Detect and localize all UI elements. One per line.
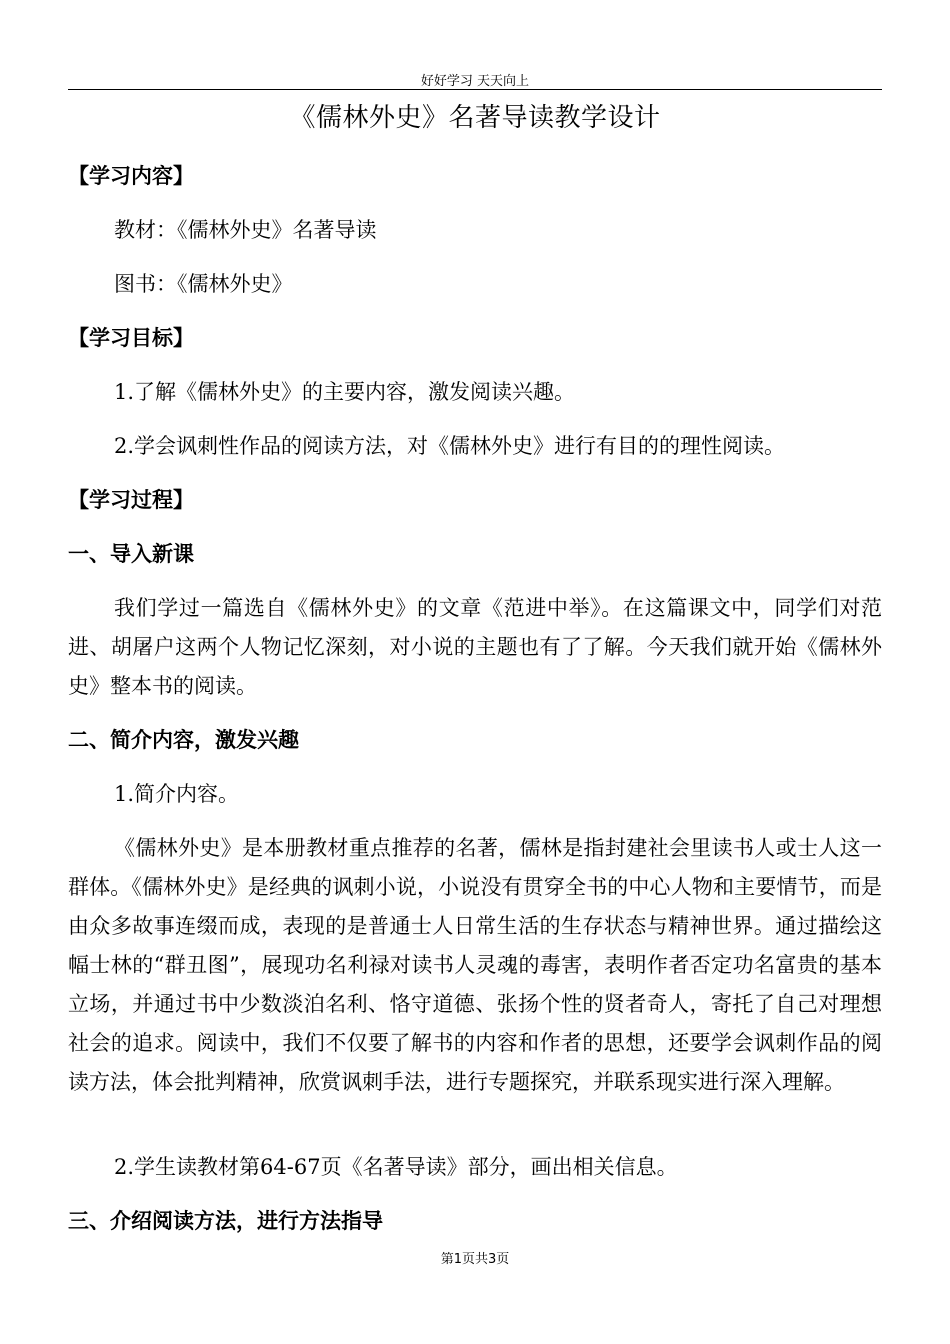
intro-paragraph: 我们学过一篇选自《儒林外史》的文章《范进中举》。在这篇课文中，同学们对范进、胡屠户这两个人物记忆深刻，对小说的主题也有了了解。今天我们就开始《儒林外史》整本书的阅读。 bbox=[68, 596, 882, 698]
section-heading-overview: 二、简介内容，激发兴趣 bbox=[68, 728, 299, 752]
heading-learning-goals: 【学习目标】 bbox=[68, 326, 194, 350]
content-textbook-line: 教材：《儒林外史》名著导读 bbox=[114, 218, 377, 242]
section-heading-intro: 一、导入新课 bbox=[68, 542, 194, 566]
overview-item-2: 2.学生读教材第64-67页《名著导读》部分，画出相关信息。 bbox=[114, 1155, 678, 1179]
page-header: 好好学习 天天向上 bbox=[420, 74, 530, 89]
section-heading-methods: 三、介绍阅读方法，进行方法指导 bbox=[68, 1209, 383, 1233]
header-divider bbox=[68, 89, 882, 90]
page-number: 第1页共3页 bbox=[440, 1252, 510, 1267]
overview-paragraph: 《儒林外史》是本册教材重点推荐的名著，儒林是指封建社会里读书人或士人这一群体。《儒林外史》是经典的讽刺小说，小说没有贯穿全书的中心人物和主要情节，而是由众多故事连缀而成，表现的是普通士人日常生活的生存状态与精神世界。通过描绘这幅士林的“群丑图”，展现功名利禄对读书人灵魂的毒害，表明作者否定功名富贵的基本立场，并通过书中少数淡泊名利、恪守道德、张扬个性的贤者奇人，寄托了自己对理想社会的追求。阅读中，我们不仅要了解书的内容和作者的思想，还要学会讽刺作品的阅读方法，体会批判精神，欣赏讽刺手法，进行专题探究，并联系现实进行深入理解。 bbox=[68, 836, 882, 1094]
heading-learning-content: 【学习内容】 bbox=[68, 164, 194, 188]
content-book-line: 图书：《儒林外史》 bbox=[114, 272, 293, 296]
heading-learning-process: 【学习过程】 bbox=[68, 488, 194, 512]
goal-item-1: 1.了解《儒林外史》的主要内容，激发阅读兴趣。 bbox=[114, 380, 576, 404]
goal-item-2: 2.学会讽刺性作品的阅读方法，对《儒林外史》进行有目的的理性阅读。 bbox=[114, 434, 786, 458]
document-title: 《儒林外史》名著导读教学设计 bbox=[289, 103, 661, 133]
overview-item-1: 1.简介内容。 bbox=[114, 782, 240, 806]
